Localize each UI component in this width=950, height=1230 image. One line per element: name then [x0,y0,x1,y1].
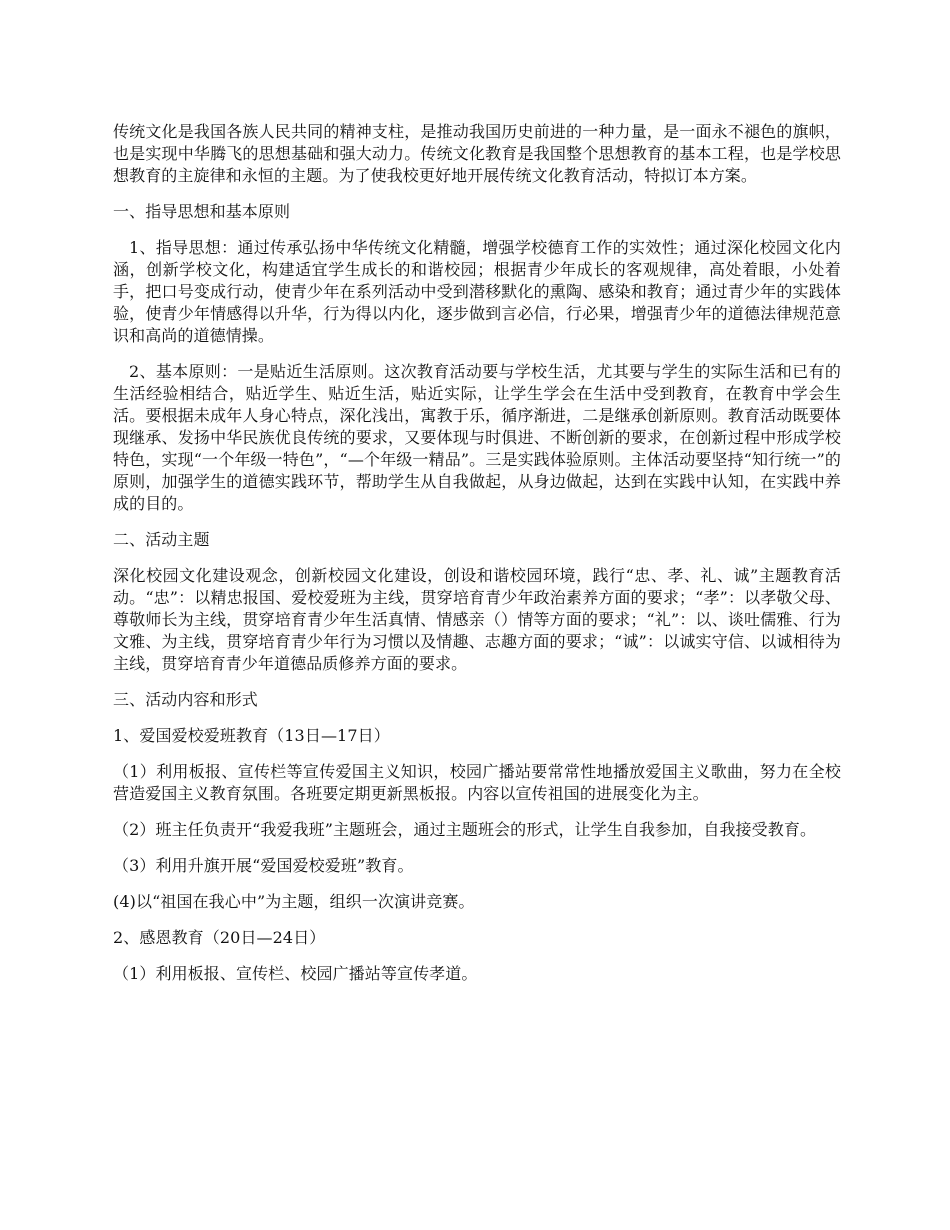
guiding-ideology-paragraph: 1、指导思想：通过传承弘扬中华传统文化精髓，增强学校德育工作的实效性；通过深化校园文化内涵，创新学校文化，构建适宜学生成长的和谐校园；根据青少年成长的客观规律，高处着眼，小处着手，把口号变成行动，使青少年在系列活动中受到潜移默化的熏陶、感染和教育；通过青少年的实践体验，使青少年情感得以升华，行为得以内化，逐步做到言必信，行必果，增强青少年的道德法律规范意识和高尚的道德情操。 [113,238,841,345]
section-heading-1: 一、指导思想和基本原则 [113,202,291,221]
subsection-heading-2: 2、感恩教育（20日—24日） [113,928,326,947]
basic-principles-paragraph: 2、基本原则：一是贴近生活原则。这次教育活动要与学校生活，尤其要与学生的实际生活和已有的生活经验相结合，贴近学生、贴近生活，贴近实际，让学生学会在生活中受到教育，在教育中学会生活。要根据未成年人身心特点，深化浅出，寓教于乐，循序渐进，二是继承创新原则。教育活动既要体现继承、发扬中华民族优良传统的要求，又要体现与时俱进、不断创新的要求，在创新过程中形成学校特色，实现“一个年级一特色”，“—个年级一精品”。三是实践体验原则。主体活动要坚持“知行统一”的原则，加强学生的道德实践环节，帮助学生从自我做起，从身边做起，达到在实践中认知，在实践中养成的目的。 [113,362,841,513]
section-heading-3: 三、活动内容和形式 [113,690,258,709]
document-body [113,121,841,999]
subsection-heading-1: 1、爱国爱校爱班教育（13日—17日） [113,726,390,745]
intro-paragraph: 传统文化是我国各族人民共同的精神支柱，是推动我国历史前进的一种力量，是一面永不褪色的旗帜，也是实现中华腾飞的思想基础和强大动力。传统文化教育是我国整个思想教育的基本工程，也是学校思想教育的主旋律和永恒的主题。为了使我校更好地开展传统文化教育活动，特拟订本方案。 [113,122,841,185]
section-heading-2: 二、活动主题 [113,530,210,549]
list-item-2-1: （1）利用板报、宣传栏、校园广播站等宣传孝道。 [113,964,478,983]
list-item-1-2: （2）班主任负责开“我爱我班”主题班会，通过主题班会的形式，让学生自我参加，自我接受教育。 [113,820,817,839]
list-item-1-4: (4)以“祖国在我心中”为主题，组织一次演讲竞赛。 [113,892,475,911]
activity-theme-paragraph: 深化校园文化建设观念，创新校园文化建设，创设和谐校园环境，践行“忠、孝、礼、诚”主题教育活动。“忠”：以精忠报国、爱校爱班为主线，贯穿培育青少年政治素养方面的要求；“孝”：以孝敬父母、尊敬师长为主线，贯穿培育青少年生活真情、情感亲（）情等方面的要求；“礼”：以、谈吐儒雅、行为文雅、为主线，贯穿培育青少年行为习惯以及情趣、志趣方面的要求；“诚”：以诚实守信、以诚相待为主线，贯穿培育青少年道德品质修养方面的要求。 [113,566,841,673]
list-item-1-3: （3）利用升旗开展“爱国爱校爱班”教育。 [113,856,414,875]
list-item-1-1: （1）利用板报、宣传栏等宣传爱国主义知识，校园广播站要常常性地播放爱国主义歌曲，努力在全校营造爱国主义教育氛围。各班要定期更新黑板报。内容以宣传祖国的进展变化为主。 [113,762,841,803]
